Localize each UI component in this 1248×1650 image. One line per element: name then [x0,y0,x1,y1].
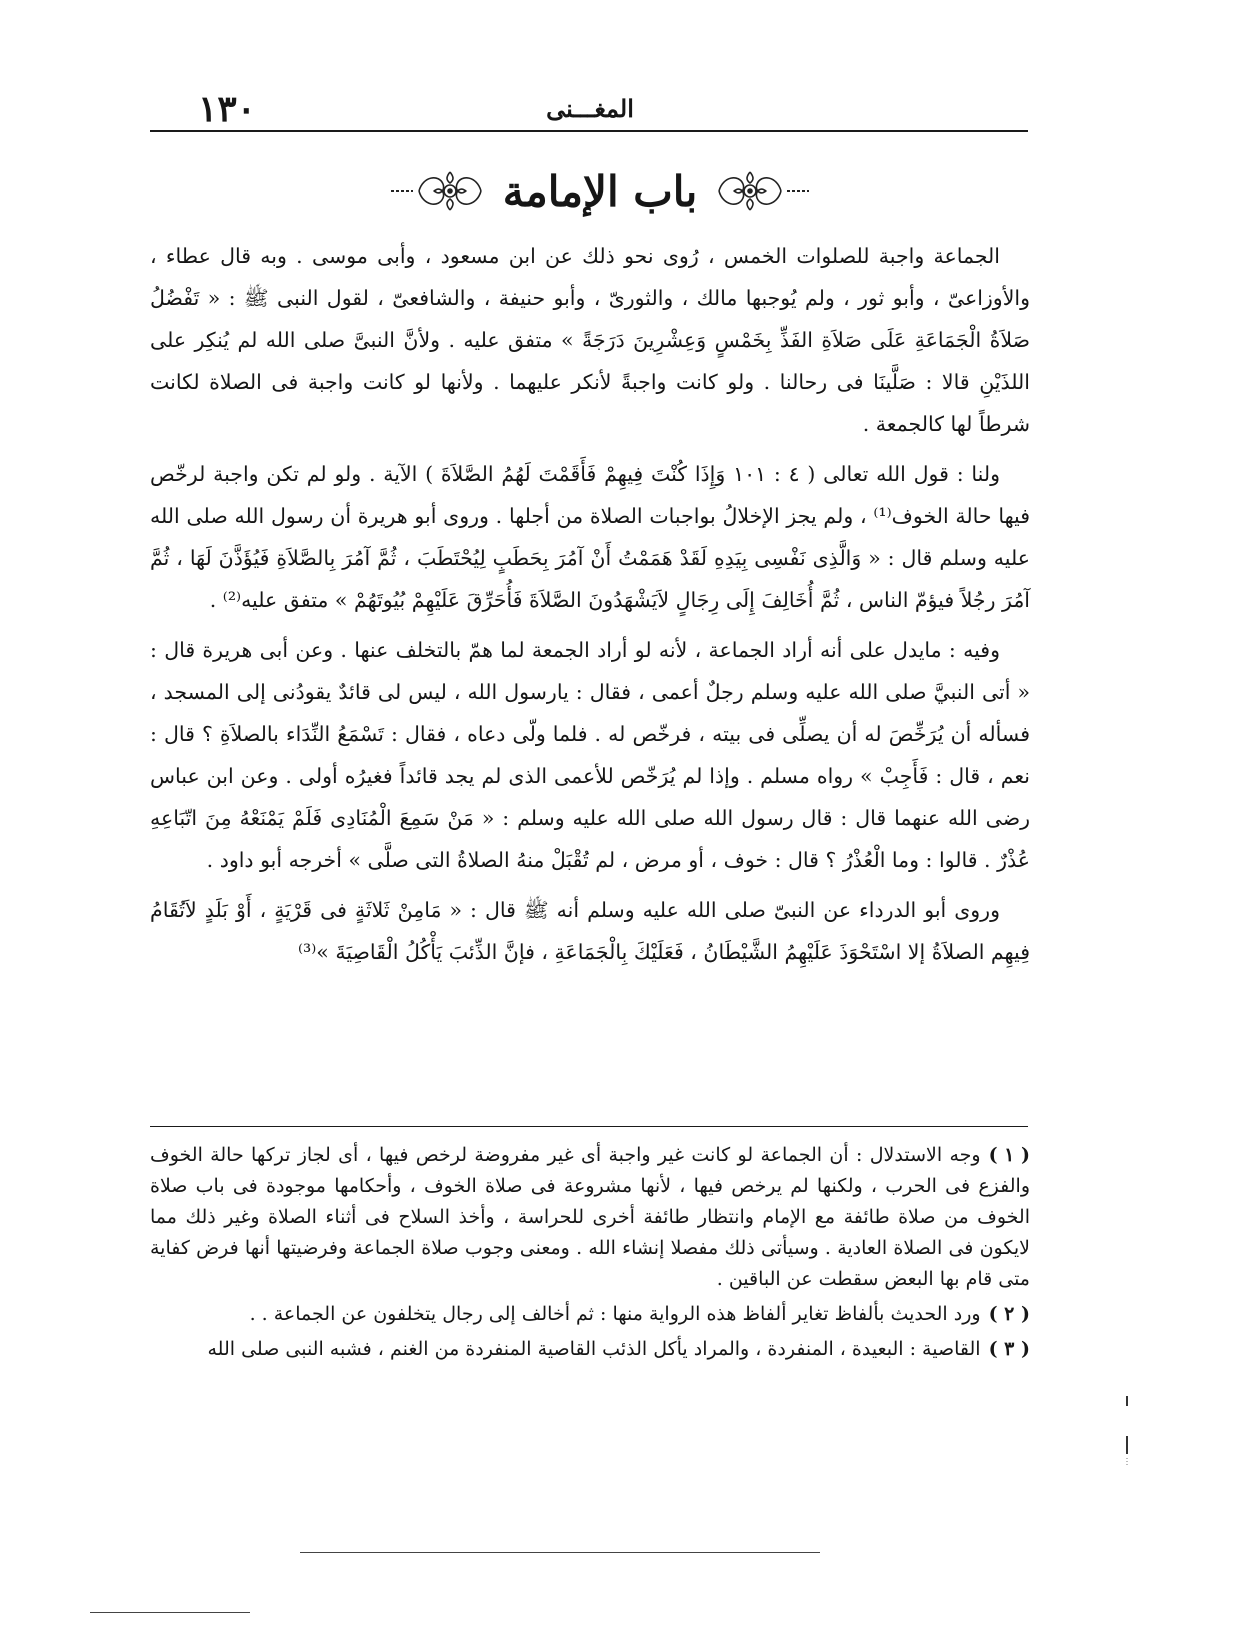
footnote-text: وجه الاستدلال : أن الجماعة لو كانت غير واجبة أى غير مفروضة لرخص فيها ، أى لجاز تركها حالة الخوف والفزع فى الحرب ، ولكنها لم يرخص فيها ، لأنها مشروعة فى صلاة الخوف ، وأحكامها موجودة فى باب صلاة الخوف من صلاة طائفة مع الإمام وانتظار طائفة أخرى للحراسة ، وأخذ السلاح فى أثناء الصلاة وغير ذلك مما لايكون فى الصلاة العادية . وسيأتى ذلك مفصلا إنشاء الله . ومعنى وجوب صلاة الجماعة وفرضيتها أنها فرض كفاية متى قام بها البعض سقطت عن الباقين . [150,1144,1030,1290]
footnote-3 [150,1334,1030,1365]
footnote-rule [150,1126,1028,1127]
footnote-number: ( ١ ) [988,1144,1030,1166]
page-header [150,88,1030,128]
footnote-1 [150,1140,1030,1295]
footnote-number: ( ٣ ) [988,1338,1030,1360]
paragraph-3: وفيه : مايدل على أنه أراد الجماعة ، لأنه لو أراد الجمعة لما همّ بالتخلف عنها . وعن أبى هريرة قال : « أتى النبيَّ صلى الله عليه وسلم رجلٌ أعمى ، فقال : يارسول الله ، ليس لى قائدٌ يقودُنى إلى المسجد ، فسأله أن يُرَخِّصَ له أن يصلِّى فى بيته ، فرخّص له . فلما ولّى دعاه ، فقال : تَسْمَعُ النِّدَاء بالصلاَةِ ؟ قال : نعم ، قال : فَأَجِبْ » رواه مسلم . وإذا لم يُرَخّص للأعمى الذى لم يجد قائداً فغيرُه أولى . وعن ابن عباس رضى الله عنهما قال : قال رسول الله صلى الله عليه وسلم : « مَنْ سَمِعَ الْمُنَادِى فَلَمْ يَمْنَعْهُ مِنَ اتّبَاعِهِ عُذْرٌ . قالوا : وما الْعُذْرُ ؟ قال : خوف ، أو مرض ، لم تُقْبَلْ منهُ الصلاةُ التى صلَّى » أخرجه أبو داود . [150,638,1030,872]
chapter-title: باب الإمامة [502,166,698,216]
paragraph-1: الجماعة واجبة للصلوات الخمس ، رُوى نحو ذلك عن ابن مسعود ، وأبى موسى . وبه قال عطاء ، والأوزاعىّ ، وأبو ثور ، ولم يُوجبها مالك ، والثورىّ ، وأبو حنيفة ، والشافعىّ ، لقول النبى ﷺ : « تَفْضُلُ صَلاَةُ الْجَمَاعَةِ عَلَى صَلاَةِ الفَذِّ بِخَمْسٍ وَعِشْرِينَ دَرَجَةً » متفق عليه . ولأنَّ النبىَّ صلى الله لم يُنكِر على اللذَيْنِ قالا : صَلَّينَا فى رحالنا . ولو كانت واجبةً لأنكر عليهما . ولأنها لو كانت واجبة فى الصلاة لكانت شرطاً لها كالجمعة . [150,244,1030,436]
footnote-text: ورد الحديث بألفاظ تغاير ألفاظ هذه الرواية منها : ثم أخالف إلى رجال يتخلفون عن الجماعة . . [249,1303,981,1325]
page-number: ١٣٠ [198,88,257,130]
paragraph-2: ولنا : قول الله تعالى ( ٤ : ١٠١ وَإِذَا كُنْتَ فِيهِمْ فَأَقَمْتَ لَهُمُ الصَّلاَةَ ) الآية . ولو لم تكن واجبة لرخّص فيها حالة الخوف⁽¹⁾ ، ولم يجز الإخلالُ بواجبات الصلاة من أجلها . وروى أبو هريرة أن رسول الله صلى الله عليه وسلم قال : « وَالَّذِى نَفْسِى بِيَدِهِ لَقَدْ هَمَمْتُ أَنْ آمُرَ بِحَطَبٍ لِيُحْتَطَبَ ، ثُمَّ آمُرَ بِالصَّلاَةِ فَيُؤَذَّنَ لَهَا ، ثُمَّ آمُرَ رجُلاً فيؤمّ الناس ، ثُمَّ أُخَالِفَ إِلَى رِجَالٍ لاَيَشْهَدُونَ الصَّلاَةَ فَأُحَرِّقَ عَلَيْهِمْ بُيُوتَهُمْ » متفق عليه⁽²⁾ . [150,462,1031,612]
arabesque-ornament-icon [413,168,487,214]
heading-dash-left [391,188,413,194]
header-rule [150,130,1028,132]
main-text [150,235,1030,973]
running-title: المغـــنى [546,94,634,123]
arabesque-ornament-icon [713,168,787,214]
footnote-number: ( ٢ ) [988,1303,1030,1325]
paragraph-4: وروى أبو الدرداء عن النبىّ صلى الله عليه وسلم أنه ﷺ قال : « مَامِنْ ثَلاثَةٍ فى قَرْيَةٍ ، أَوْ بَلَدٍ لاَتُقَامُ فِيهِم الصلاَةُ إلا اسْتَحْوَذَ عَلَيْهِمُ الشَّيْطَانُ ، فَعَلَيْكَ بِالْجَمَاعَةِ ، فإنَّ الذِّئبَ يَأْكُلُ الْقَاصِيَةَ »⁽³⁾ [150,898,1030,964]
chapter-heading [380,160,820,222]
margin-marks [1120,1396,1134,1466]
scan-rule-bottom [300,1552,820,1553]
heading-dash-right [787,188,809,194]
scan-rule-corner [90,1612,250,1613]
footnote-2 [150,1299,1030,1330]
footnote-text: القاصية : البعيدة ، المنفردة ، والمراد يأكل الذئب القاصية المنفردة من الغنم ، فشبه النبى صلى الله [207,1338,981,1360]
footnotes [150,1140,1030,1365]
